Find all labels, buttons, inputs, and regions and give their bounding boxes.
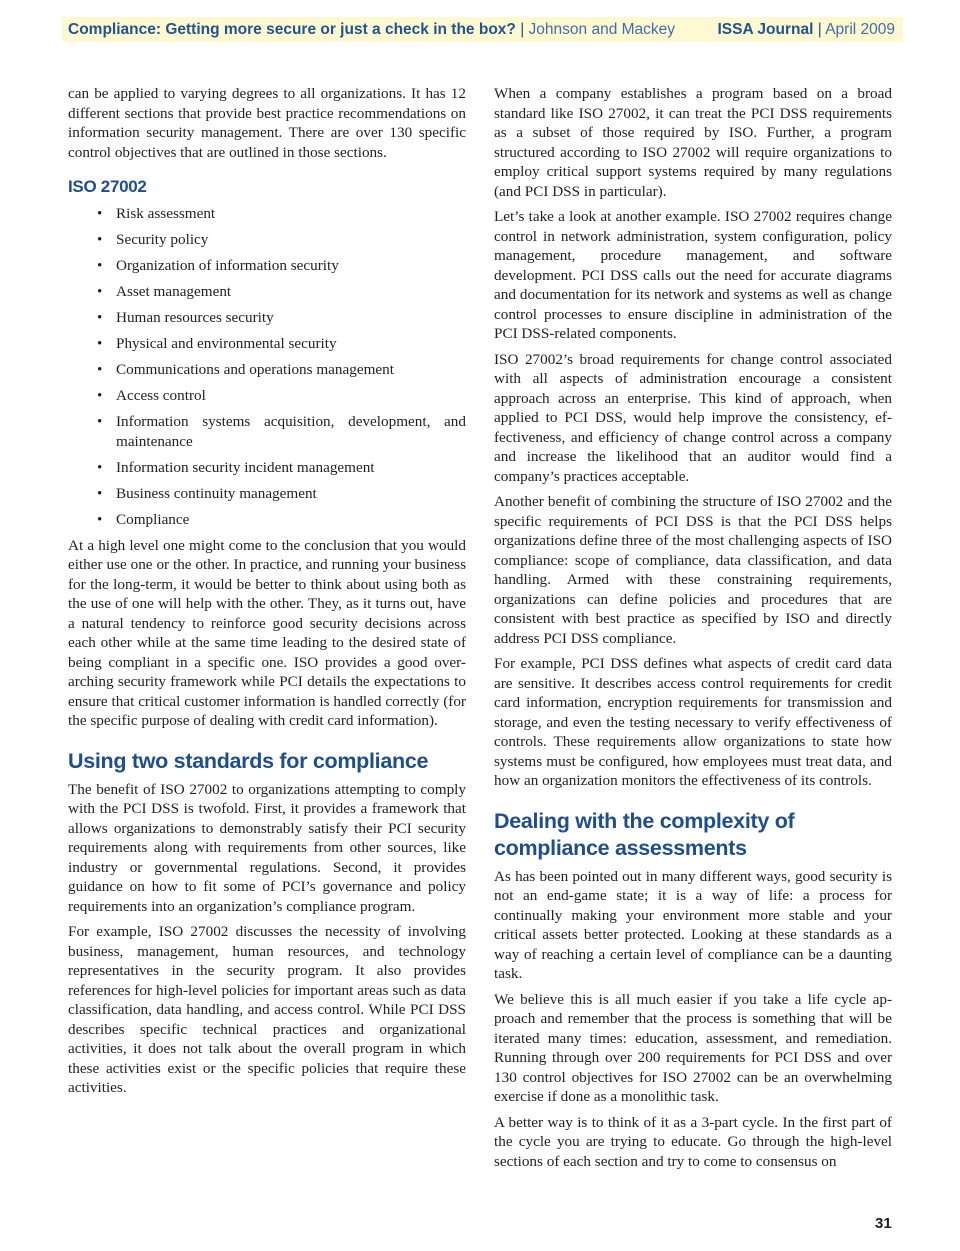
header-journal-info [718,21,904,39]
list-item-text: Information systems acquisition, development, and maintenance [116,413,466,450]
page-number: 31 [875,1215,892,1232]
list-item [68,412,466,451]
combining-benefit-paragraph: Another benefit of combining the structure of ISO 27002 and the specific requirements of PCI DSS is that the PCI DSS helps organizations define three of the most challenging aspects of ISO compliance: scope of compliance, data classification, and data handling. Armed with these constraining requirements, organizations can define policies and procedures that are consistent with best practice as specified by ISO and directly address PCI DSS compliance. [494,493,892,647]
benefit-paragraph: The benefit of ISO 27002 to organizations attempting to comply with the PCI DSS is twofold. First, it provides a framework that allows organizations to demonstrably satisfy their PCI security requirements along with requirements from other sources, like industry or governmental regulations. Second, it provides guidance on how to fit some of PCI’s governance and policy requirements into an organization’s compliance program. [68,780,466,915]
list-item-text: Compliance [116,510,190,528]
article-title: Compliance: Getting more secure or just a check in the box? [68,20,516,38]
example-paragraph: For example, ISO 27002 discusses the necessity of involving business, management, human resources, and technology representatives in the security program. It also provides references for high-level policies for important areas such as data classification, data handling, and access control. While PCI DSS describes specific technical practices and organizational activities, it does not talk about the overall program in which these activities exist or the specific policies that require these activities. [68,923,466,1096]
header-separator: | [817,20,822,38]
list-item-text: Access control [116,387,206,404]
iso-sections-list [68,204,466,529]
article-authors: Johnson and Mackey [528,20,676,38]
journal-name: ISSA Journal [717,20,814,38]
list-item [68,484,466,504]
header-article-info [62,21,675,39]
two-standards-heading: Using two standards for compliance [68,748,429,773]
list-item [68,308,466,328]
bullet-icon: • [97,283,103,300]
high-level-paragraph: At a high level one might come to the conclusion that you would either use one or the other. In practice, and running your business for the long-term, it would be better to think about using both as the use of one will help with the other. They, as it turns out, have a natural tendency to reinforce good security decisions across each other while at the same time leading to the desired state of being compliant in a specific one. ISO provides a good over-arching security framework while PCI details the expectations to ensure that critical customer information is handled correctly (for the specific purpose of dealing with credit card information). [68,536,466,729]
list-item-text: Security policy [116,231,209,248]
list-item-text: Business continuity management [116,484,317,502]
broad-requirements-paragraph: ISO 27002’s broad requirements for change control associated with all aspects of administration encourage a consistent approach across an enterprise. This kind of approach, when applied to PCI DSS, would help improve the consistency, effectiveness, and efficiency of change control across a company and increase the likelihood that an auditor would find a company’s practices acceptable. [494,350,892,485]
list-item-text: Risk assessment [116,205,216,222]
list-item [68,256,466,276]
bullet-icon: • [97,413,103,430]
bullet-icon: • [97,205,103,222]
list-item [68,204,466,224]
bullet-icon: • [97,257,103,274]
list-item [68,334,466,354]
bullet-icon: • [97,361,103,378]
right-column [494,84,892,1177]
list-item [68,458,466,478]
complexity-heading: Dealing with the complexity of compliance assessments [494,808,795,860]
left-column [68,84,466,1104]
bullet-icon: • [97,387,103,404]
intro-paragraph: can be applied to varying degrees to all organizations. It has 12 different sections that provide best practice recommendations on information security management. There are over 130 specific control objectives that are outlined in those sections. [68,85,466,161]
bullet-icon: • [97,484,103,502]
bullet-icon: • [97,309,103,326]
list-item-text: Information security incident management [116,458,375,476]
list-item [68,510,466,530]
three-part-cycle-paragraph: A better way is to think of it as a 3-part cycle. In the first part of the cycle you are trying to educate. Go through the high-level sections of each section and try to come to consensus on [494,1113,892,1170]
change-control-paragraph: Let’s take a look at another example. ISO 27002 requires change control in network administration, system configuration, policy management, procedure management, and software development. PCI DSS calls out the need for accurate diagrams and documentation for its network and systems as well as change control processes to ensure discipline in administration of the PCI DSS-related components. [494,208,892,342]
list-item-text: Human resources security [116,309,274,326]
issue-date: April 2009 [825,20,895,38]
list-item [68,386,466,406]
list-item-text: Organization of information security [116,257,339,274]
list-item-text: Asset management [116,283,232,300]
program-paragraph: When a company establishes a program based on a broad standard like ISO 27002, it can treat the PCI DSS requirements as a subset of those required by ISO. Further, a program structured according to ISO 27002 will require organizations to employ critical support systems required by many regulations (and PCI DSS in particular). [494,85,892,200]
running-header [62,17,903,42]
bullet-icon: • [97,231,103,248]
list-item [68,282,466,302]
list-item [68,230,466,250]
list-item-text: Physical and environmental security [116,335,337,352]
list-item-text: Communications and operations management [116,361,394,378]
life-cycle-paragraph: We believe this is all much easier if you take a life cycle approach and remember that the process is something that will be iterated many times: education, assessment, and remediation. Running through over 200 requirements for PCI DSS and over 130 control objectives for ISO 27002 can be an overwhelming exercise if done as a monolithic task. [494,990,892,1105]
header-separator: | [520,20,525,38]
way-of-life-paragraph: As has been pointed out in many different ways, good security is not an end-game state; it is a way of life: a process for continually making your environment more stable and your critical assets better protected. Looking at these standards as a way of reaching a certain level of compliance can be a daunting task. [494,867,892,982]
bullet-icon: • [97,510,103,528]
bullet-icon: • [97,335,103,352]
credit-card-paragraph: For example, PCI DSS defines what aspects of credit card data are sensitive. It describes access control requirements for credit card information, encryption requirements for transmission and storage, and even the testing necessary to verify effectiveness of controls. These requirements allow organizations to state how systems must be configured, how employees must treat data, and how an organization monitors the effectiveness of its controls. [494,655,892,789]
list-item [68,360,466,380]
iso-27002-heading: ISO 27002 [68,177,147,196]
bullet-icon: • [97,458,103,476]
